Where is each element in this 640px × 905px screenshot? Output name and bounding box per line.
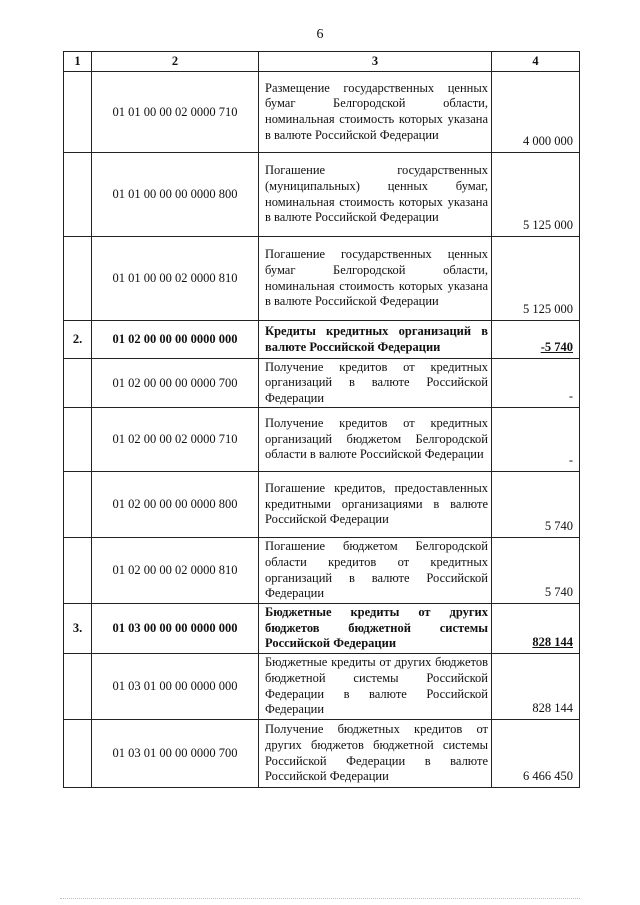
row-number [64,720,92,788]
row-number: 3. [64,604,92,654]
table-row [64,720,580,788]
row-value: 6 466 450 [492,720,580,788]
row-value: 5 740 [492,472,580,538]
row-value: - [492,408,580,472]
row-value: 828 144 [492,604,580,654]
row-value: 5 125 000 [492,237,580,321]
row-value: - [492,359,580,408]
row-code: 01 01 00 00 02 0000 710 [92,72,259,153]
row-code: 01 01 00 00 02 0000 810 [92,237,259,321]
row-code: 01 02 00 00 00 0000 700 [92,359,259,408]
row-name: Погашение государственных (муниципальных) ценных бумаг, номинальная стоимость которых указана в валюте Российской Федерации [259,153,492,237]
row-code: 01 03 01 00 00 0000 000 [92,654,259,720]
table-row [64,472,580,538]
row-number [64,153,92,237]
row-number [64,408,92,472]
budget-table [63,51,580,788]
row-code: 01 02 00 00 00 0000 800 [92,472,259,538]
row-value: 5 125 000 [492,153,580,237]
table-row [64,654,580,720]
row-name: Кредиты кредитных организаций в валюте Российской Федерации [259,321,492,359]
row-code: 01 03 01 00 00 0000 700 [92,720,259,788]
row-number [64,237,92,321]
table-row [64,72,580,153]
header-col-3: 3 [259,52,492,72]
row-value: 4 000 000 [492,72,580,153]
row-code: 01 02 00 00 02 0000 710 [92,408,259,472]
header-col-4: 4 [492,52,580,72]
row-name: Получение кредитов от кредитных организаций в валюте Российской Федерации [259,359,492,408]
page-number: 6 [316,27,324,42]
row-name: Бюджетные кредиты от других бюджетов бюджетной системы Российской Федерации [259,604,492,654]
row-name: Бюджетные кредиты от других бюджетов бюджетной системы Российской Федерации в валюте Российской Федерации [259,654,492,720]
row-value: 828 144 [492,654,580,720]
row-name: Получение кредитов от кредитных организаций бюджетом Белгородской области в валюте Российской Федерации [259,408,492,472]
scan-edge-dots [60,898,580,901]
row-name: Размещение государственных ценных бумаг Белгородской области, номинальная стоимость которых указана в валюте Российской Федерации [259,72,492,153]
row-value: 5 740 [492,538,580,604]
row-number [64,472,92,538]
row-name: Погашение государственных ценных бумаг Белгородской области, номинальная стоимость которых указана в валюте Российской Федерации [259,237,492,321]
header-col-1: 1 [64,52,92,72]
row-value: -5 740 [492,321,580,359]
row-code: 01 02 00 00 00 0000 000 [92,321,259,359]
header-col-2: 2 [92,52,259,72]
table-row [64,538,580,604]
table-row [64,153,580,237]
row-name: Получение бюджетных кредитов от других бюджетов бюджетной системы Российской Федерации в валюте Российской Федерации [259,720,492,788]
row-number [64,654,92,720]
row-code: 01 01 00 00 00 0000 800 [92,153,259,237]
row-number [64,72,92,153]
row-name: Погашение бюджетом Белгородской области кредитов от кредитных организаций в валюте Российской Федерации [259,538,492,604]
row-name: Погашение кредитов, предоставленных кредитными организациями в валюте Российской Федерации [259,472,492,538]
table-row [64,359,580,408]
row-number [64,538,92,604]
table-row-section [64,604,580,654]
table-row [64,408,580,472]
table-header-row [64,52,580,72]
table-row-section [64,321,580,359]
table-row [64,237,580,321]
row-code: 01 02 00 00 02 0000 810 [92,538,259,604]
row-number: 2. [64,321,92,359]
row-number [64,359,92,408]
row-code: 01 03 00 00 00 0000 000 [92,604,259,654]
